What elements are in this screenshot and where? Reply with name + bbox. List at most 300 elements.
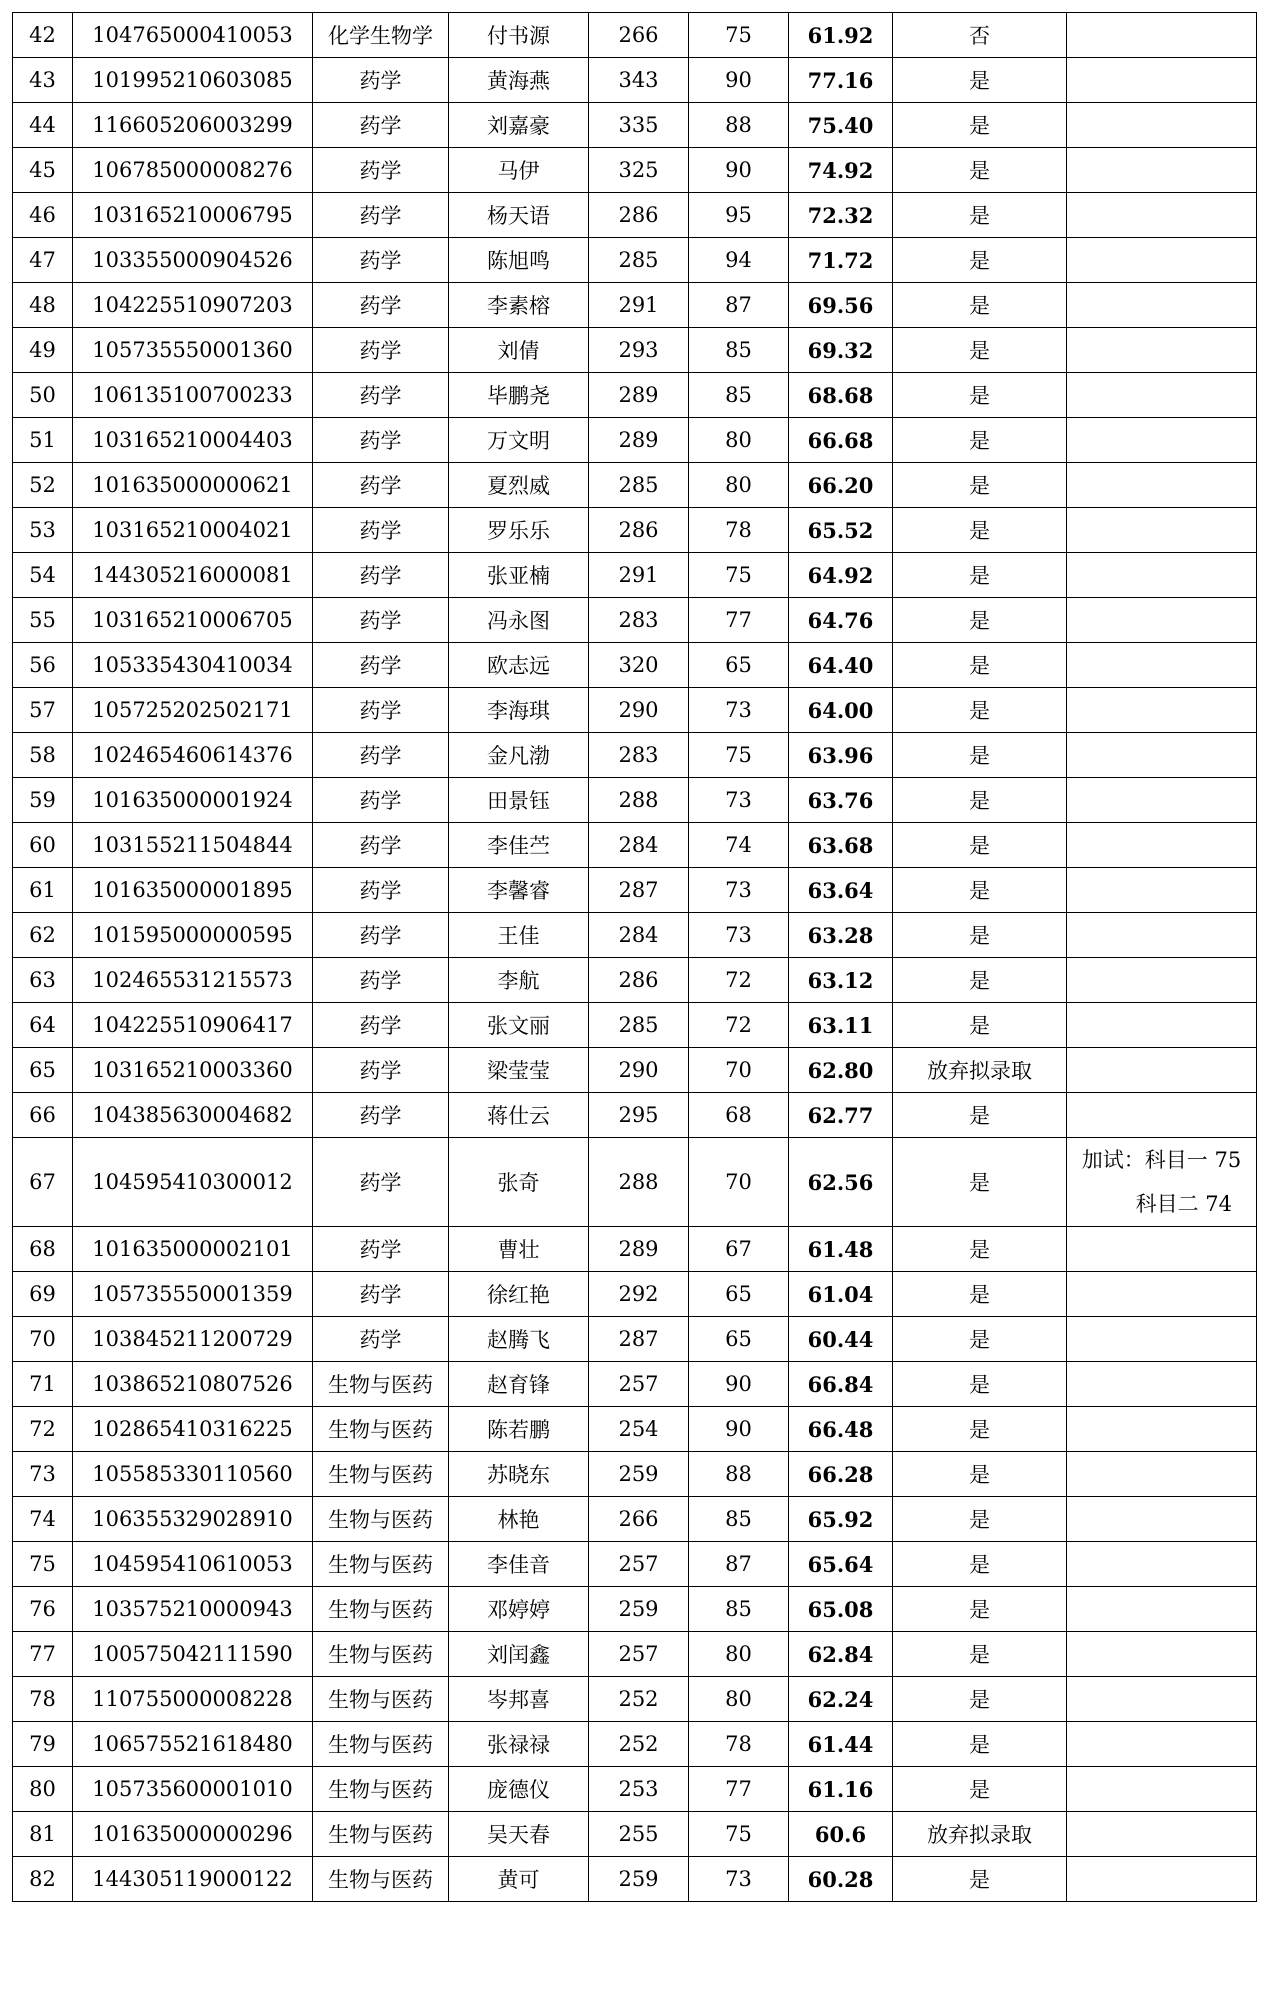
name-cell: 赵育锋 xyxy=(449,1362,589,1407)
retest-score-cell: 80 xyxy=(689,418,789,463)
total-score-cell: 61.16 xyxy=(789,1767,893,1812)
admitted-cell: 是 xyxy=(893,733,1067,778)
remark-cell xyxy=(1067,1138,1257,1227)
total-score-cell: 61.48 xyxy=(789,1227,893,1272)
major-cell: 药学 xyxy=(313,1272,449,1317)
prelim-score-cell: 266 xyxy=(589,13,689,58)
remark-cell xyxy=(1067,823,1257,868)
remark-cell xyxy=(1067,58,1257,103)
seq-cell: 63 xyxy=(13,958,73,1003)
table-row xyxy=(13,1632,1257,1677)
retest-score-cell: 88 xyxy=(689,103,789,148)
remark-cell xyxy=(1067,1407,1257,1452)
exam-id-cell: 110755000008228 xyxy=(73,1677,313,1722)
admitted-cell: 是 xyxy=(893,1452,1067,1497)
retest-score-cell: 72 xyxy=(689,958,789,1003)
exam-id-cell: 103165210004021 xyxy=(73,508,313,553)
name-cell: 毕鹏尧 xyxy=(449,373,589,418)
prelim-score-cell: 255 xyxy=(589,1812,689,1857)
seq-cell: 43 xyxy=(13,58,73,103)
seq-cell: 79 xyxy=(13,1722,73,1767)
retest-score-cell: 80 xyxy=(689,1677,789,1722)
total-score-cell: 62.56 xyxy=(789,1138,893,1227)
total-score-cell: 65.64 xyxy=(789,1542,893,1587)
admission-list-sheet xyxy=(12,12,1256,1902)
total-score-cell: 63.68 xyxy=(789,823,893,868)
retest-score-cell: 65 xyxy=(689,1317,789,1362)
prelim-score-cell: 287 xyxy=(589,868,689,913)
major-cell: 药学 xyxy=(313,733,449,778)
seq-cell: 75 xyxy=(13,1542,73,1587)
name-cell: 蒋仕云 xyxy=(449,1093,589,1138)
admitted-cell: 是 xyxy=(893,1542,1067,1587)
seq-cell: 52 xyxy=(13,463,73,508)
prelim-score-cell: 286 xyxy=(589,193,689,238)
major-cell: 药学 xyxy=(313,103,449,148)
table-row xyxy=(13,1767,1257,1812)
admitted-cell: 是 xyxy=(893,418,1067,463)
admitted-cell: 是 xyxy=(893,1138,1067,1227)
remark-cell xyxy=(1067,1227,1257,1272)
major-cell: 生物与医药 xyxy=(313,1632,449,1677)
seq-cell: 55 xyxy=(13,598,73,643)
major-cell: 生物与医药 xyxy=(313,1767,449,1812)
exam-id-cell: 100575042111590 xyxy=(73,1632,313,1677)
admitted-cell: 是 xyxy=(893,553,1067,598)
name-cell: 李素榕 xyxy=(449,283,589,328)
exam-id-cell: 103165210006795 xyxy=(73,193,313,238)
prelim-score-cell: 292 xyxy=(589,1272,689,1317)
total-score-cell: 64.92 xyxy=(789,553,893,598)
seq-cell: 47 xyxy=(13,238,73,283)
total-score-cell: 66.48 xyxy=(789,1407,893,1452)
table-row xyxy=(13,103,1257,148)
major-cell: 药学 xyxy=(313,193,449,238)
table-row xyxy=(13,1093,1257,1138)
table-row xyxy=(13,1722,1257,1767)
name-cell: 欧志远 xyxy=(449,643,589,688)
prelim-score-cell: 291 xyxy=(589,553,689,598)
exam-id-cell: 106575521618480 xyxy=(73,1722,313,1767)
name-cell: 苏晓东 xyxy=(449,1452,589,1497)
total-score-cell: 63.11 xyxy=(789,1003,893,1048)
name-cell: 李航 xyxy=(449,958,589,1003)
major-cell: 化学生物学 xyxy=(313,13,449,58)
total-score-cell: 75.40 xyxy=(789,103,893,148)
retest-score-cell: 90 xyxy=(689,58,789,103)
remark-cell xyxy=(1067,103,1257,148)
prelim-score-cell: 289 xyxy=(589,373,689,418)
major-cell: 药学 xyxy=(313,598,449,643)
name-cell: 冯永图 xyxy=(449,598,589,643)
remark-cell xyxy=(1067,913,1257,958)
prelim-score-cell: 283 xyxy=(589,733,689,778)
retest-score-cell: 85 xyxy=(689,373,789,418)
retest-score-cell: 73 xyxy=(689,913,789,958)
total-score-cell: 60.44 xyxy=(789,1317,893,1362)
table-row xyxy=(13,1497,1257,1542)
admitted-cell: 是 xyxy=(893,1227,1067,1272)
remark-cell xyxy=(1067,1272,1257,1317)
exam-id-cell: 104225510907203 xyxy=(73,283,313,328)
remark-cell xyxy=(1067,1632,1257,1677)
remark-cell xyxy=(1067,508,1257,553)
seq-cell: 59 xyxy=(13,778,73,823)
remark-cell xyxy=(1067,868,1257,913)
admitted-cell: 是 xyxy=(893,778,1067,823)
total-score-cell: 64.00 xyxy=(789,688,893,733)
exam-id-cell: 103165210004403 xyxy=(73,418,313,463)
total-score-cell: 63.28 xyxy=(789,913,893,958)
table-row xyxy=(13,1003,1257,1048)
prelim-score-cell: 293 xyxy=(589,328,689,373)
remark-cell xyxy=(1067,1812,1257,1857)
admitted-cell: 是 xyxy=(893,193,1067,238)
major-cell: 药学 xyxy=(313,148,449,193)
admitted-cell: 是 xyxy=(893,1362,1067,1407)
name-cell: 李海琪 xyxy=(449,688,589,733)
remark-cell xyxy=(1067,643,1257,688)
table-row xyxy=(13,778,1257,823)
exam-id-cell: 102465531215573 xyxy=(73,958,313,1003)
major-cell: 药学 xyxy=(313,238,449,283)
prelim-score-cell: 320 xyxy=(589,643,689,688)
exam-id-cell: 103165210006705 xyxy=(73,598,313,643)
admitted-cell: 是 xyxy=(893,58,1067,103)
name-cell: 林艳 xyxy=(449,1497,589,1542)
name-cell: 徐红艳 xyxy=(449,1272,589,1317)
name-cell: 罗乐乐 xyxy=(449,508,589,553)
total-score-cell: 77.16 xyxy=(789,58,893,103)
prelim-score-cell: 291 xyxy=(589,283,689,328)
prelim-score-cell: 290 xyxy=(589,688,689,733)
exam-id-cell: 101635000000621 xyxy=(73,463,313,508)
exam-id-cell: 105725202502171 xyxy=(73,688,313,733)
table-row xyxy=(13,1227,1257,1272)
table-row xyxy=(13,13,1257,58)
major-cell: 药学 xyxy=(313,1227,449,1272)
admitted-cell: 是 xyxy=(893,508,1067,553)
major-cell: 生物与医药 xyxy=(313,1677,449,1722)
retest-score-cell: 88 xyxy=(689,1452,789,1497)
major-cell: 生物与医药 xyxy=(313,1587,449,1632)
remark-cell xyxy=(1067,1093,1257,1138)
admitted-cell: 是 xyxy=(893,1632,1067,1677)
retest-score-cell: 78 xyxy=(689,1722,789,1767)
exam-id-cell: 105735550001359 xyxy=(73,1272,313,1317)
name-cell: 王佳 xyxy=(449,913,589,958)
seq-cell: 74 xyxy=(13,1497,73,1542)
table-row xyxy=(13,58,1257,103)
name-cell: 黄海燕 xyxy=(449,58,589,103)
table-row xyxy=(13,553,1257,598)
exam-id-cell: 101635000001895 xyxy=(73,868,313,913)
remark-cell xyxy=(1067,13,1257,58)
name-cell: 张禄禄 xyxy=(449,1722,589,1767)
seq-cell: 57 xyxy=(13,688,73,733)
remark-cell xyxy=(1067,283,1257,328)
remark-cell xyxy=(1067,328,1257,373)
total-score-cell: 65.52 xyxy=(789,508,893,553)
retest-score-cell: 77 xyxy=(689,1767,789,1812)
seq-cell: 56 xyxy=(13,643,73,688)
admitted-cell: 放弃拟录取 xyxy=(893,1812,1067,1857)
retest-score-cell: 73 xyxy=(689,688,789,733)
total-score-cell: 63.12 xyxy=(789,958,893,1003)
table-row xyxy=(13,328,1257,373)
total-score-cell: 61.44 xyxy=(789,1722,893,1767)
table-row xyxy=(13,1272,1257,1317)
total-score-cell: 68.68 xyxy=(789,373,893,418)
major-cell: 药学 xyxy=(313,823,449,868)
name-cell: 梁莹莹 xyxy=(449,1048,589,1093)
table-row xyxy=(13,418,1257,463)
prelim-score-cell: 287 xyxy=(589,1317,689,1362)
name-cell: 付书源 xyxy=(449,13,589,58)
major-cell: 药学 xyxy=(313,283,449,328)
retest-score-cell: 94 xyxy=(689,238,789,283)
table-row xyxy=(13,148,1257,193)
name-cell: 李佳音 xyxy=(449,1542,589,1587)
seq-cell: 71 xyxy=(13,1362,73,1407)
exam-id-cell: 101995210603085 xyxy=(73,58,313,103)
remark-cell xyxy=(1067,148,1257,193)
seq-cell: 61 xyxy=(13,868,73,913)
exam-id-cell: 103865210807526 xyxy=(73,1362,313,1407)
remark-cell xyxy=(1067,1452,1257,1497)
remark-cell xyxy=(1067,553,1257,598)
prelim-score-cell: 295 xyxy=(589,1093,689,1138)
seq-cell: 44 xyxy=(13,103,73,148)
remark-cell xyxy=(1067,688,1257,733)
exam-id-cell: 116605206003299 xyxy=(73,103,313,148)
prelim-score-cell: 290 xyxy=(589,1048,689,1093)
prelim-score-cell: 252 xyxy=(589,1677,689,1722)
exam-id-cell: 103165210003360 xyxy=(73,1048,313,1093)
total-score-cell: 62.77 xyxy=(789,1093,893,1138)
prelim-score-cell: 259 xyxy=(589,1857,689,1902)
major-cell: 药学 xyxy=(313,913,449,958)
exam-id-cell: 101635000001924 xyxy=(73,778,313,823)
name-cell: 刘嘉豪 xyxy=(449,103,589,148)
remark-cell xyxy=(1067,1857,1257,1902)
prelim-score-cell: 254 xyxy=(589,1407,689,1452)
exam-id-cell: 103845211200729 xyxy=(73,1317,313,1362)
total-score-cell: 71.72 xyxy=(789,238,893,283)
retest-score-cell: 73 xyxy=(689,778,789,823)
total-score-cell: 63.64 xyxy=(789,868,893,913)
seq-cell: 72 xyxy=(13,1407,73,1452)
major-cell: 药学 xyxy=(313,1003,449,1048)
retest-score-cell: 73 xyxy=(689,868,789,913)
major-cell: 生物与医药 xyxy=(313,1812,449,1857)
retest-score-cell: 80 xyxy=(689,1632,789,1677)
retest-score-cell: 67 xyxy=(689,1227,789,1272)
prelim-score-cell: 259 xyxy=(589,1452,689,1497)
admitted-cell: 是 xyxy=(893,1767,1067,1812)
admitted-cell: 是 xyxy=(893,913,1067,958)
retest-score-cell: 87 xyxy=(689,1542,789,1587)
total-score-cell: 69.56 xyxy=(789,283,893,328)
retest-score-cell: 75 xyxy=(689,13,789,58)
seq-cell: 78 xyxy=(13,1677,73,1722)
exam-id-cell: 106785000008276 xyxy=(73,148,313,193)
retest-score-cell: 75 xyxy=(689,1812,789,1857)
retest-score-cell: 75 xyxy=(689,553,789,598)
major-cell: 药学 xyxy=(313,58,449,103)
admitted-cell: 是 xyxy=(893,328,1067,373)
admitted-cell: 是 xyxy=(893,463,1067,508)
admission-table-body xyxy=(13,13,1257,1902)
admitted-cell: 是 xyxy=(893,868,1067,913)
retest-score-cell: 72 xyxy=(689,1003,789,1048)
total-score-cell: 64.40 xyxy=(789,643,893,688)
name-cell: 夏烈威 xyxy=(449,463,589,508)
retest-score-cell: 90 xyxy=(689,148,789,193)
table-row xyxy=(13,1587,1257,1632)
exam-id-cell: 101635000002101 xyxy=(73,1227,313,1272)
prelim-score-cell: 286 xyxy=(589,958,689,1003)
name-cell: 金凡渤 xyxy=(449,733,589,778)
table-row xyxy=(13,733,1257,778)
table-row xyxy=(13,1452,1257,1497)
major-cell: 药学 xyxy=(313,508,449,553)
total-score-cell: 72.32 xyxy=(789,193,893,238)
retest-score-cell: 85 xyxy=(689,1497,789,1542)
table-row xyxy=(13,238,1257,283)
table-row xyxy=(13,913,1257,958)
seq-cell: 76 xyxy=(13,1587,73,1632)
admitted-cell: 是 xyxy=(893,1722,1067,1767)
remark-cell xyxy=(1067,598,1257,643)
name-cell: 陈若鹏 xyxy=(449,1407,589,1452)
table-row xyxy=(13,1542,1257,1587)
remark-cell xyxy=(1067,1542,1257,1587)
name-cell: 杨天语 xyxy=(449,193,589,238)
total-score-cell: 65.08 xyxy=(789,1587,893,1632)
major-cell: 生物与医药 xyxy=(313,1452,449,1497)
prelim-score-cell: 266 xyxy=(589,1497,689,1542)
exam-id-cell: 144305216000081 xyxy=(73,553,313,598)
table-row xyxy=(13,1048,1257,1093)
exam-id-cell: 101595000000595 xyxy=(73,913,313,958)
name-cell: 田景钰 xyxy=(449,778,589,823)
admitted-cell: 是 xyxy=(893,238,1067,283)
major-cell: 药学 xyxy=(313,958,449,1003)
table-row xyxy=(13,508,1257,553)
retest-score-cell: 90 xyxy=(689,1407,789,1452)
remark-cell xyxy=(1067,1048,1257,1093)
exam-id-cell: 104765000410053 xyxy=(73,13,313,58)
name-cell: 邓婷婷 xyxy=(449,1587,589,1632)
admitted-cell: 是 xyxy=(893,148,1067,193)
remark-line: 加试：科目一 75 xyxy=(1081,1148,1242,1172)
admitted-cell: 是 xyxy=(893,688,1067,733)
remark-cell xyxy=(1067,778,1257,823)
prelim-score-cell: 285 xyxy=(589,463,689,508)
name-cell: 李馨睿 xyxy=(449,868,589,913)
table-row xyxy=(13,373,1257,418)
name-cell: 马伊 xyxy=(449,148,589,193)
table-row xyxy=(13,1138,1257,1227)
total-score-cell: 62.80 xyxy=(789,1048,893,1093)
total-score-cell: 60.6 xyxy=(789,1812,893,1857)
seq-cell: 46 xyxy=(13,193,73,238)
prelim-score-cell: 284 xyxy=(589,823,689,868)
major-cell: 药学 xyxy=(313,1317,449,1362)
remark-cell xyxy=(1067,1317,1257,1362)
seq-cell: 70 xyxy=(13,1317,73,1362)
admitted-cell: 是 xyxy=(893,1407,1067,1452)
prelim-score-cell: 259 xyxy=(589,1587,689,1632)
major-cell: 药学 xyxy=(313,778,449,823)
table-row xyxy=(13,598,1257,643)
seq-cell: 53 xyxy=(13,508,73,553)
total-score-cell: 62.24 xyxy=(789,1677,893,1722)
exam-id-cell: 101635000000296 xyxy=(73,1812,313,1857)
table-row xyxy=(13,643,1257,688)
prelim-score-cell: 285 xyxy=(589,238,689,283)
major-cell: 生物与医药 xyxy=(313,1497,449,1542)
seq-cell: 45 xyxy=(13,148,73,193)
prelim-score-cell: 289 xyxy=(589,418,689,463)
prelim-score-cell: 335 xyxy=(589,103,689,148)
admitted-cell: 是 xyxy=(893,373,1067,418)
table-row xyxy=(13,1317,1257,1362)
admitted-cell: 是 xyxy=(893,283,1067,328)
admitted-cell: 是 xyxy=(893,1003,1067,1048)
major-cell: 药学 xyxy=(313,1048,449,1093)
exam-id-cell: 104385630004682 xyxy=(73,1093,313,1138)
admitted-cell: 是 xyxy=(893,958,1067,1003)
retest-score-cell: 87 xyxy=(689,283,789,328)
remark-cell xyxy=(1067,418,1257,463)
admission-table xyxy=(12,12,1257,1902)
exam-id-cell: 106355329028910 xyxy=(73,1497,313,1542)
table-row xyxy=(13,1812,1257,1857)
seq-cell: 58 xyxy=(13,733,73,778)
remark-line: 科目二 74 xyxy=(1135,1192,1232,1216)
seq-cell: 51 xyxy=(13,418,73,463)
name-cell: 张亚楠 xyxy=(449,553,589,598)
name-cell: 陈旭鸣 xyxy=(449,238,589,283)
total-score-cell: 65.92 xyxy=(789,1497,893,1542)
remark-cell xyxy=(1067,1677,1257,1722)
major-cell: 药学 xyxy=(313,553,449,598)
retest-score-cell: 85 xyxy=(689,1587,789,1632)
admitted-cell: 是 xyxy=(893,1317,1067,1362)
major-cell: 生物与医药 xyxy=(313,1857,449,1902)
major-cell: 药学 xyxy=(313,868,449,913)
exam-id-cell: 144305119000122 xyxy=(73,1857,313,1902)
admitted-cell: 是 xyxy=(893,823,1067,868)
prelim-score-cell: 288 xyxy=(589,1138,689,1227)
name-cell: 万文明 xyxy=(449,418,589,463)
total-score-cell: 66.20 xyxy=(789,463,893,508)
remark-cell xyxy=(1067,733,1257,778)
name-cell: 曹壮 xyxy=(449,1227,589,1272)
table-row xyxy=(13,1677,1257,1722)
table-row xyxy=(13,1362,1257,1407)
total-score-cell: 66.28 xyxy=(789,1452,893,1497)
remark-cell xyxy=(1067,1003,1257,1048)
remark-cell xyxy=(1067,1497,1257,1542)
table-row xyxy=(13,688,1257,733)
exam-id-cell: 105735600001010 xyxy=(73,1767,313,1812)
prelim-score-cell: 285 xyxy=(589,1003,689,1048)
seq-cell: 50 xyxy=(13,373,73,418)
prelim-score-cell: 257 xyxy=(589,1632,689,1677)
